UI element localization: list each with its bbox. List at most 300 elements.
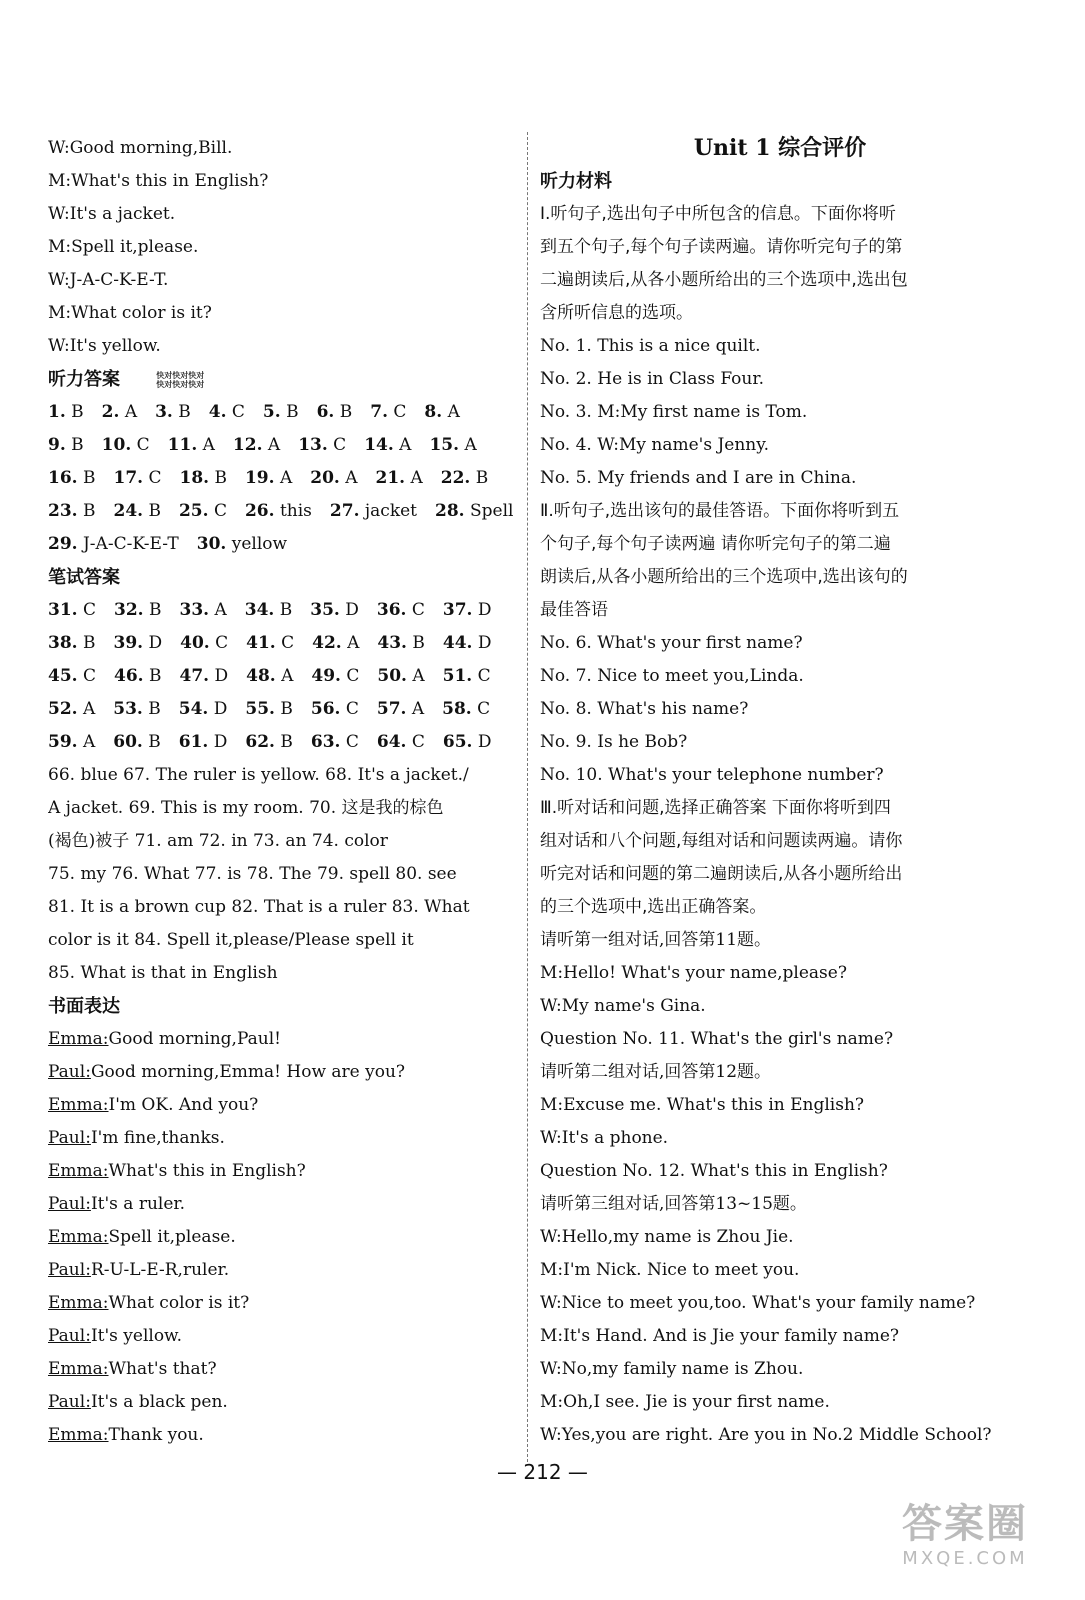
answer-value: B: [82, 633, 96, 653]
listening-answers-heading: [48, 363, 518, 396]
answer-number: 61.: [178, 732, 209, 752]
answer-number: 31.: [48, 600, 78, 620]
unit-title: Unit 1 综合评价: [693, 135, 867, 161]
answer-number: 62.: [245, 732, 275, 752]
answer-value: jacket: [364, 501, 418, 521]
answer-item: [377, 594, 425, 627]
answer-value: D: [477, 633, 492, 653]
speech-text: It's yellow.: [90, 1326, 182, 1346]
answer-item: [48, 594, 96, 627]
answer-item: [435, 495, 513, 528]
writing-line: [48, 1254, 518, 1287]
answer-value: C: [333, 435, 347, 455]
answer-item: [377, 660, 424, 693]
answer-value: B: [280, 732, 293, 752]
answer-number: 34.: [244, 600, 275, 620]
listening-item: Question No. 12. What's this in English?: [540, 1161, 888, 1181]
listening-item: W:Nice to meet you,too. What's your family name?: [540, 1293, 976, 1313]
answer-number: 18.: [179, 468, 210, 488]
writing-line: [48, 1353, 518, 1386]
answer-value: B: [178, 402, 191, 422]
writing-heading: 书面表达: [48, 996, 120, 1017]
listening-item: M:Hello! What's your name,please?: [540, 963, 847, 983]
answer-number: 16.: [48, 468, 78, 488]
answer-item: [312, 627, 359, 660]
answer-number: 12.: [232, 435, 263, 455]
answer-value: A: [345, 468, 358, 488]
speaker-name: Emma:: [48, 1095, 109, 1115]
listening-item: M:I'm Nick. Nice to meet you.: [540, 1260, 800, 1280]
answer-value: C: [477, 666, 491, 686]
answer-text-line: A jacket. 69. This is my room. 70. 这是我的棕色: [48, 798, 444, 818]
answer-item: [48, 627, 95, 660]
answer-number: 25.: [178, 501, 209, 521]
answer-item: [179, 462, 226, 495]
answer-value: D: [214, 666, 229, 686]
answer-text-line: 75. my 76. What 77. is 78. The 79. spell 80. see: [48, 864, 457, 884]
answer-number: 11.: [167, 435, 198, 455]
answer-number: 41.: [246, 633, 276, 653]
speech-text: Spell it,please.: [108, 1227, 236, 1247]
answer-number: 37.: [442, 600, 473, 620]
answer-text-line: 66. blue 67. The ruler is yellow. 68. It's a jacket./: [48, 765, 469, 785]
writing-line: [48, 1386, 518, 1419]
answer-item: [377, 726, 425, 759]
answer-item: [330, 495, 417, 528]
answer-value: A: [281, 666, 294, 686]
answer-number: 63.: [310, 732, 341, 752]
writing-line: [48, 1287, 518, 1320]
writing-dialogue: [48, 1023, 518, 1452]
answer-value: D: [477, 732, 492, 752]
listening-item: No. 6. What's your first name?: [540, 633, 803, 653]
answer-value: B: [71, 435, 84, 455]
speech-text: What color is it?: [108, 1293, 250, 1313]
instruction-line: 听完对话和问题的第二遍朗读后,从各小题所给出: [540, 864, 903, 884]
answer-number: 10.: [101, 435, 132, 455]
answer-number: 53.: [113, 699, 143, 719]
answer-row: [48, 726, 518, 759]
answer-number: 58.: [442, 699, 472, 719]
speech-text: Good morning,Paul!: [108, 1029, 281, 1049]
speaker-name: Paul:: [48, 1392, 91, 1412]
answer-number: 1.: [48, 402, 66, 422]
answer-value: A: [399, 435, 412, 455]
instruction-line: 二遍朗读后,从各小题所给出的三个选项中,选出包: [540, 270, 908, 290]
answer-item: [113, 726, 160, 759]
answer-number: 27.: [329, 501, 360, 521]
answer-item: [245, 462, 292, 495]
answer-item: [155, 396, 191, 429]
answer-value: B: [412, 633, 425, 653]
answer-value: C: [213, 501, 227, 521]
answer-item: [113, 627, 162, 660]
speech-text: It's a ruler.: [90, 1194, 186, 1214]
answer-row: [48, 627, 518, 660]
answer-item: [424, 396, 459, 429]
answer-value: A: [410, 468, 423, 488]
answer-value: D: [345, 600, 359, 620]
answer-value: C: [215, 633, 229, 653]
answer-item: [102, 429, 150, 462]
answer-number: 2.: [101, 402, 120, 422]
listening-item: No. 8. What's his name?: [540, 699, 749, 719]
answer-item: [48, 396, 84, 429]
speaker-name: Emma:: [48, 1161, 109, 1181]
answer-text-line: 81. It is a brown cup 82. That is a ruler 83. What: [48, 897, 470, 917]
column-divider: [527, 132, 528, 1462]
answer-number: 57.: [376, 699, 407, 719]
answer-text-line: 85. What is that in English: [48, 963, 278, 983]
answer-item: [180, 627, 228, 660]
speech-text: Thank you.: [108, 1425, 204, 1445]
answer-value: A: [124, 402, 138, 422]
answer-item: [48, 693, 95, 726]
answer-number: 20.: [310, 468, 340, 488]
answer-item: [310, 594, 359, 627]
section-3-instructions: [540, 792, 1020, 924]
instruction-line: Ⅰ.听句子,选出句子中所包含的信息。下面你将听: [540, 204, 896, 224]
answer-item: [311, 726, 359, 759]
speaker-name: Emma:: [48, 1359, 109, 1379]
stamp-line-1: 快对快对快对: [156, 371, 205, 380]
speech-text: What's that?: [108, 1359, 217, 1379]
instruction-line: 朗读后,从各小题所给出的三个选项中,选出该句的: [540, 567, 908, 587]
speech-text: R-U-L-E-R,ruler.: [90, 1260, 230, 1280]
answer-number: 43.: [377, 633, 407, 653]
answer-value: B: [280, 699, 293, 719]
answer-item: [364, 429, 411, 462]
answer-number: 46.: [114, 666, 144, 686]
answer-number: 6.: [316, 402, 335, 422]
answer-value: C: [411, 732, 425, 752]
answer-value: yellow: [231, 534, 288, 554]
answer-item: [441, 462, 488, 495]
answer-item: [443, 660, 491, 693]
watermark-logo: [865, 1500, 1065, 1590]
answer-row: [48, 429, 518, 462]
answer-row: [48, 396, 518, 429]
answer-item: [113, 693, 160, 726]
answer-number: 35.: [310, 600, 340, 620]
listening-item: No. 5. My friends and I are in China.: [540, 468, 857, 488]
dialogue-line: W:Good morning,Bill.: [48, 138, 233, 158]
answer-number: 33.: [179, 600, 210, 620]
answer-number: 54.: [178, 699, 209, 719]
answer-item: [48, 528, 179, 561]
written-answers-heading: 笔试答案: [48, 567, 120, 588]
answer-item: [377, 693, 424, 726]
answer-value: J-A-C-K-E-T: [82, 534, 179, 554]
listening-item: No. 4. W:My name's Jenny.: [540, 435, 769, 455]
material-heading: 听力材料: [540, 171, 612, 192]
instruction-line: Ⅲ.听对话和问题,选择正确答案 下面你将听到四: [540, 798, 891, 818]
answer-number: 30.: [196, 534, 227, 554]
section-2-items: [540, 627, 1020, 792]
speaker-name: Paul:: [48, 1326, 91, 1346]
writing-line: [48, 1320, 518, 1353]
dialogue-line: M:What's this in English?: [48, 171, 269, 191]
speech-text: What's this in English?: [108, 1161, 306, 1181]
speaker-name: Emma:: [48, 1425, 109, 1445]
answer-number: 24.: [113, 501, 144, 521]
section-3-items: [540, 924, 1020, 1452]
answer-number: 48.: [246, 666, 276, 686]
answer-item: [48, 495, 95, 528]
stamp: [156, 371, 204, 389]
answer-item: [48, 726, 95, 759]
dialogue-line: W:It's a jacket.: [48, 204, 176, 224]
answer-value: A: [82, 699, 96, 719]
answer-item: [179, 693, 228, 726]
answer-item: [179, 594, 226, 627]
section-1-items: [540, 330, 1020, 495]
listening-item: W:It's a phone.: [540, 1128, 669, 1148]
listening-item: W:No,my family name is Zhou.: [540, 1359, 804, 1379]
left-column: [48, 132, 518, 1452]
answer-number: 39.: [113, 633, 144, 653]
answer-value: B: [148, 666, 162, 686]
section-2-instructions: [540, 495, 1020, 627]
answer-item: [209, 396, 245, 429]
answer-value: B: [82, 468, 96, 488]
written-text-answers: [48, 759, 518, 990]
instruction-line: 个句子,每个句子读两遍 请你听完句子的第二遍: [540, 534, 891, 554]
listening-item: No. 9. Is he Bob?: [540, 732, 688, 752]
answer-number: 55.: [245, 699, 275, 719]
answer-value: B: [339, 402, 353, 422]
answer-value: A: [411, 699, 425, 719]
listening-item: 请听第二组对话,回答第12题。: [540, 1062, 772, 1082]
instruction-line: 最佳答语: [540, 600, 608, 620]
answer-number: 28.: [435, 501, 465, 521]
answer-number: 44.: [442, 633, 473, 653]
right-column: [540, 132, 1020, 1452]
dialogue-line: M:What color is it?: [48, 303, 212, 323]
listening-item: M:Excuse me. What's this in English?: [540, 1095, 865, 1115]
answer-item: [114, 594, 161, 627]
writing-line: [48, 1089, 518, 1122]
watermark-main: 答案圈: [902, 1501, 1028, 1547]
listening-item: 请听第一组对话,回答第11题。: [540, 930, 772, 950]
answer-item: [48, 429, 84, 462]
answer-text-line: color is it 84. Spell it,please/Please spell it: [48, 930, 414, 950]
answer-number: 59.: [48, 732, 78, 752]
listening-item: Question No. 11. What's the girl's name?: [540, 1029, 894, 1049]
speaker-name: Paul:: [48, 1128, 91, 1148]
answer-number: 50.: [377, 666, 407, 686]
answer-item: [246, 627, 294, 660]
answer-value: C: [411, 600, 425, 620]
answer-item: [233, 429, 280, 462]
speaker-name: Emma:: [48, 1227, 109, 1247]
answer-value: C: [477, 699, 491, 719]
answer-number: 65.: [442, 732, 473, 752]
answer-value: B: [279, 600, 293, 620]
answer-item: [311, 660, 359, 693]
answer-value: A: [447, 402, 460, 422]
answer-value: D: [148, 633, 163, 653]
answer-value: this: [279, 501, 312, 521]
speaker-name: Paul:: [48, 1260, 91, 1280]
answer-value: B: [475, 468, 489, 488]
answer-item: [113, 495, 160, 528]
listening-item: M:It's Hand. And is Jie your family name?: [540, 1326, 900, 1346]
answer-item: [443, 627, 492, 660]
answer-number: 40.: [180, 633, 210, 653]
answer-value: B: [82, 501, 96, 521]
answer-item: [168, 429, 215, 462]
answer-number: 26.: [244, 501, 275, 521]
answer-value: B: [286, 402, 299, 422]
answer-number: 56.: [310, 699, 341, 719]
writing-line: [48, 1155, 518, 1188]
answer-value: C: [346, 666, 360, 686]
writing-line: [48, 1188, 518, 1221]
instruction-line: 组对话和八个问题,每组对话和问题读两遍。请你: [540, 831, 903, 851]
answer-value: A: [267, 435, 281, 455]
answer-item: [310, 462, 357, 495]
listening-item: W:My name's Gina.: [540, 996, 706, 1016]
answer-item: [317, 396, 353, 429]
answer-item: [377, 627, 424, 660]
answer-item: [48, 462, 95, 495]
stamp-line-2: 快对快对快对: [156, 380, 205, 389]
answer-value: A: [82, 732, 96, 752]
answer-number: 9.: [48, 435, 66, 455]
listening-item: W:Yes,you are right. Are you in No.2 Middle School?: [540, 1425, 992, 1445]
writing-line: [48, 1056, 518, 1089]
answer-row: [48, 495, 518, 528]
answer-item: [311, 693, 359, 726]
listening-item: No. 1. This is a nice quilt.: [540, 336, 761, 356]
answer-item: [429, 429, 476, 462]
answer-value: A: [464, 435, 477, 455]
answer-item: [298, 429, 346, 462]
answer-item: [442, 693, 490, 726]
answer-number: 52.: [48, 699, 78, 719]
answer-number: 32.: [114, 600, 144, 620]
answer-number: 47.: [179, 666, 210, 686]
answer-value: C: [82, 600, 96, 620]
listening-item: No. 2. He is in Class Four.: [540, 369, 765, 389]
answer-item: [370, 396, 406, 429]
answer-item: [443, 726, 492, 759]
answer-number: 64.: [376, 732, 407, 752]
speaker-name: Emma:: [48, 1029, 109, 1049]
answer-value: B: [214, 468, 227, 488]
answer-value: B: [148, 501, 161, 521]
answer-number: 29.: [48, 534, 78, 554]
answer-number: 5.: [262, 402, 281, 422]
answer-value: B: [148, 699, 161, 719]
written-answers: [48, 594, 518, 759]
answer-item: [246, 660, 293, 693]
answer-number: 22.: [440, 468, 471, 488]
answer-number: 7.: [370, 402, 388, 422]
answer-value: A: [214, 600, 227, 620]
answer-number: 15.: [429, 435, 460, 455]
writing-line: [48, 1221, 518, 1254]
answer-number: 60.: [113, 732, 143, 752]
page-number: — 212 —: [497, 1460, 588, 1484]
writing-line: [48, 1023, 518, 1056]
answer-item: [245, 726, 292, 759]
answer-item: [179, 495, 227, 528]
answer-value: C: [345, 699, 359, 719]
speech-text: Good morning,Emma! How are you?: [90, 1062, 406, 1082]
listening-item: No. 10. What's your telephone number?: [540, 765, 884, 785]
answer-item: [179, 726, 228, 759]
answer-row: [48, 660, 518, 693]
instruction-line: 到五个句子,每个句子读两遍。请你听完句子的第: [540, 237, 903, 257]
answer-value: C: [393, 402, 407, 422]
answer-value: C: [82, 666, 96, 686]
speech-text: I'm OK. And you?: [108, 1095, 259, 1115]
answer-item: [245, 594, 292, 627]
answer-item: [376, 462, 423, 495]
answer-row: [48, 462, 518, 495]
answer-value: C: [136, 435, 150, 455]
answer-number: 8.: [424, 402, 443, 422]
answer-row: [48, 594, 518, 627]
answer-number: 38.: [48, 633, 78, 653]
answer-value: A: [202, 435, 215, 455]
speaker-name: Emma:: [48, 1293, 109, 1313]
answer-number: 45.: [48, 666, 78, 686]
listening-answers: [48, 396, 518, 561]
answer-value: B: [148, 600, 162, 620]
answer-value: C: [281, 633, 295, 653]
writing-line: [48, 1122, 518, 1155]
answer-number: 3.: [155, 402, 173, 422]
dialogue-line: W:J-A-C-K-E-T.: [48, 270, 169, 290]
speech-text: It's a black pen.: [90, 1392, 228, 1412]
answer-value: A: [412, 666, 425, 686]
instruction-line: 的三个选项中,选出正确答案。: [540, 897, 767, 917]
answer-row: [48, 693, 518, 726]
answer-value: A: [347, 633, 360, 653]
answer-item: [179, 660, 228, 693]
answer-number: 23.: [48, 501, 78, 521]
answer-value: D: [213, 732, 228, 752]
answer-number: 4.: [208, 402, 227, 422]
dialogue-line: M:Spell it,please.: [48, 237, 199, 257]
answer-number: 36.: [376, 600, 407, 620]
answer-number: 14.: [364, 435, 394, 455]
listening-item: No. 7. Nice to meet you,Linda.: [540, 666, 804, 686]
answer-item: [102, 396, 137, 429]
instruction-line: 含所听信息的选项。: [540, 303, 693, 323]
answer-number: 19.: [244, 468, 275, 488]
answer-value: Spell: [470, 501, 514, 521]
speaker-name: Paul:: [48, 1194, 91, 1214]
writing-line: [48, 1419, 518, 1452]
answer-value: A: [279, 468, 293, 488]
speaker-name: Paul:: [48, 1062, 91, 1082]
answer-item: [245, 495, 312, 528]
answer-item: [443, 594, 492, 627]
answer-item: [245, 693, 292, 726]
answer-item: [263, 396, 299, 429]
answer-value: B: [71, 402, 84, 422]
answer-item: [48, 660, 96, 693]
answer-item: [114, 660, 161, 693]
answer-number: 42.: [312, 633, 342, 653]
listening-item: W:Hello,my name is Zhou Jie.: [540, 1227, 794, 1247]
answer-number: 17.: [113, 468, 144, 488]
answer-text-line: (褐色)被子 71. am 72. in 73. an 74. color: [48, 831, 388, 851]
